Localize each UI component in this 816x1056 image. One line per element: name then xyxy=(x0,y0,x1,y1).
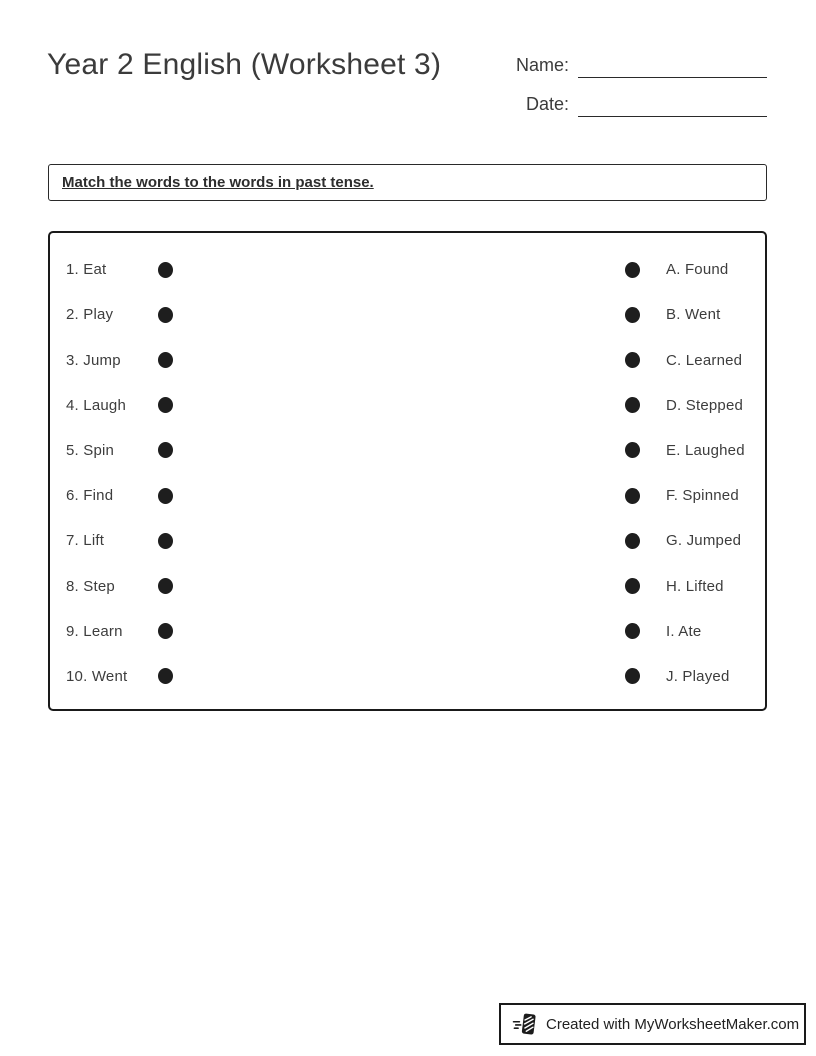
left-item-label: 3. Jump xyxy=(66,351,121,369)
match-dot-icon xyxy=(625,668,640,684)
right-item-label: G. Jumped xyxy=(666,532,742,550)
match-left-row xyxy=(66,654,306,699)
match-dot-icon xyxy=(625,488,640,504)
worksheet-maker-logo-icon xyxy=(511,1010,539,1038)
date-field-row xyxy=(505,89,767,117)
match-left-row xyxy=(66,609,306,654)
match-right-row xyxy=(625,473,749,518)
left-item-label: 4. Laugh xyxy=(66,396,126,414)
match-left-row xyxy=(66,337,306,382)
match-dot-icon xyxy=(625,578,640,594)
footer-credit-badge xyxy=(499,1003,806,1045)
match-dot-icon xyxy=(158,488,173,504)
match-dot-icon xyxy=(158,578,173,594)
instruction-box xyxy=(48,164,767,201)
left-item-label: 10. Went xyxy=(66,667,128,685)
date-line xyxy=(578,93,767,117)
right-item-label: F. Spinned xyxy=(666,487,739,505)
match-dot-icon xyxy=(158,533,173,549)
match-left-row xyxy=(66,247,306,292)
match-right-row xyxy=(625,518,749,563)
name-line xyxy=(578,54,767,78)
right-item-label: H. Lifted xyxy=(666,577,724,595)
match-dot-icon xyxy=(625,397,640,413)
match-right-row xyxy=(625,609,749,654)
instruction-text: Match the words to the words in past tense. xyxy=(62,174,374,191)
match-left-row xyxy=(66,518,306,563)
match-dot-icon xyxy=(158,262,173,278)
right-item-label: E. Laughed xyxy=(666,441,745,459)
right-item-label: I. Ate xyxy=(666,622,702,640)
left-item-label: 8. Step xyxy=(66,577,115,595)
match-left-row xyxy=(66,473,306,518)
right-item-label: J. Played xyxy=(666,667,730,685)
right-item-label: B. Went xyxy=(666,306,721,324)
match-right-row xyxy=(625,247,749,292)
match-right-row xyxy=(625,292,749,337)
match-left-row xyxy=(66,383,306,428)
left-item-label: 6. Find xyxy=(66,487,114,505)
left-item-label: 5. Spin xyxy=(66,441,115,459)
left-item-label: 1. Eat xyxy=(66,261,107,279)
match-right-row xyxy=(625,383,749,428)
match-dot-icon xyxy=(625,307,640,323)
match-right-row xyxy=(625,654,749,699)
match-dot-icon xyxy=(158,442,173,458)
match-dot-icon xyxy=(158,307,173,323)
match-dot-icon xyxy=(625,352,640,368)
match-dot-icon xyxy=(625,533,640,549)
footer-credit-text: Created with MyWorksheetMaker.com xyxy=(546,1015,800,1033)
right-item-label: C. Learned xyxy=(666,351,743,369)
match-left-row xyxy=(66,563,306,608)
match-right-column xyxy=(625,247,749,699)
match-dot-icon xyxy=(158,352,173,368)
match-dot-icon xyxy=(625,623,640,639)
matching-box xyxy=(48,231,767,711)
match-left-column xyxy=(66,247,306,699)
date-label: Date: xyxy=(525,94,569,114)
right-item-label: D. Stepped xyxy=(666,396,744,414)
match-dot-icon xyxy=(158,623,173,639)
match-left-row xyxy=(66,292,306,337)
name-date-block xyxy=(505,50,767,128)
match-dot-icon xyxy=(158,668,173,684)
left-item-label: 7. Lift xyxy=(66,532,105,550)
name-label: Name: xyxy=(515,55,569,75)
name-field-row xyxy=(505,50,767,78)
right-item-label: A. Found xyxy=(666,261,729,279)
left-item-label: 2. Play xyxy=(66,306,114,324)
page-title: Year 2 English (Worksheet 3) xyxy=(47,48,442,81)
match-dot-icon xyxy=(625,442,640,458)
match-right-row xyxy=(625,563,749,608)
match-right-row xyxy=(625,428,749,473)
match-right-row xyxy=(625,337,749,382)
match-left-row xyxy=(66,428,306,473)
left-item-label: 9. Learn xyxy=(66,622,123,640)
match-dot-icon xyxy=(158,397,173,413)
match-dot-icon xyxy=(625,262,640,278)
